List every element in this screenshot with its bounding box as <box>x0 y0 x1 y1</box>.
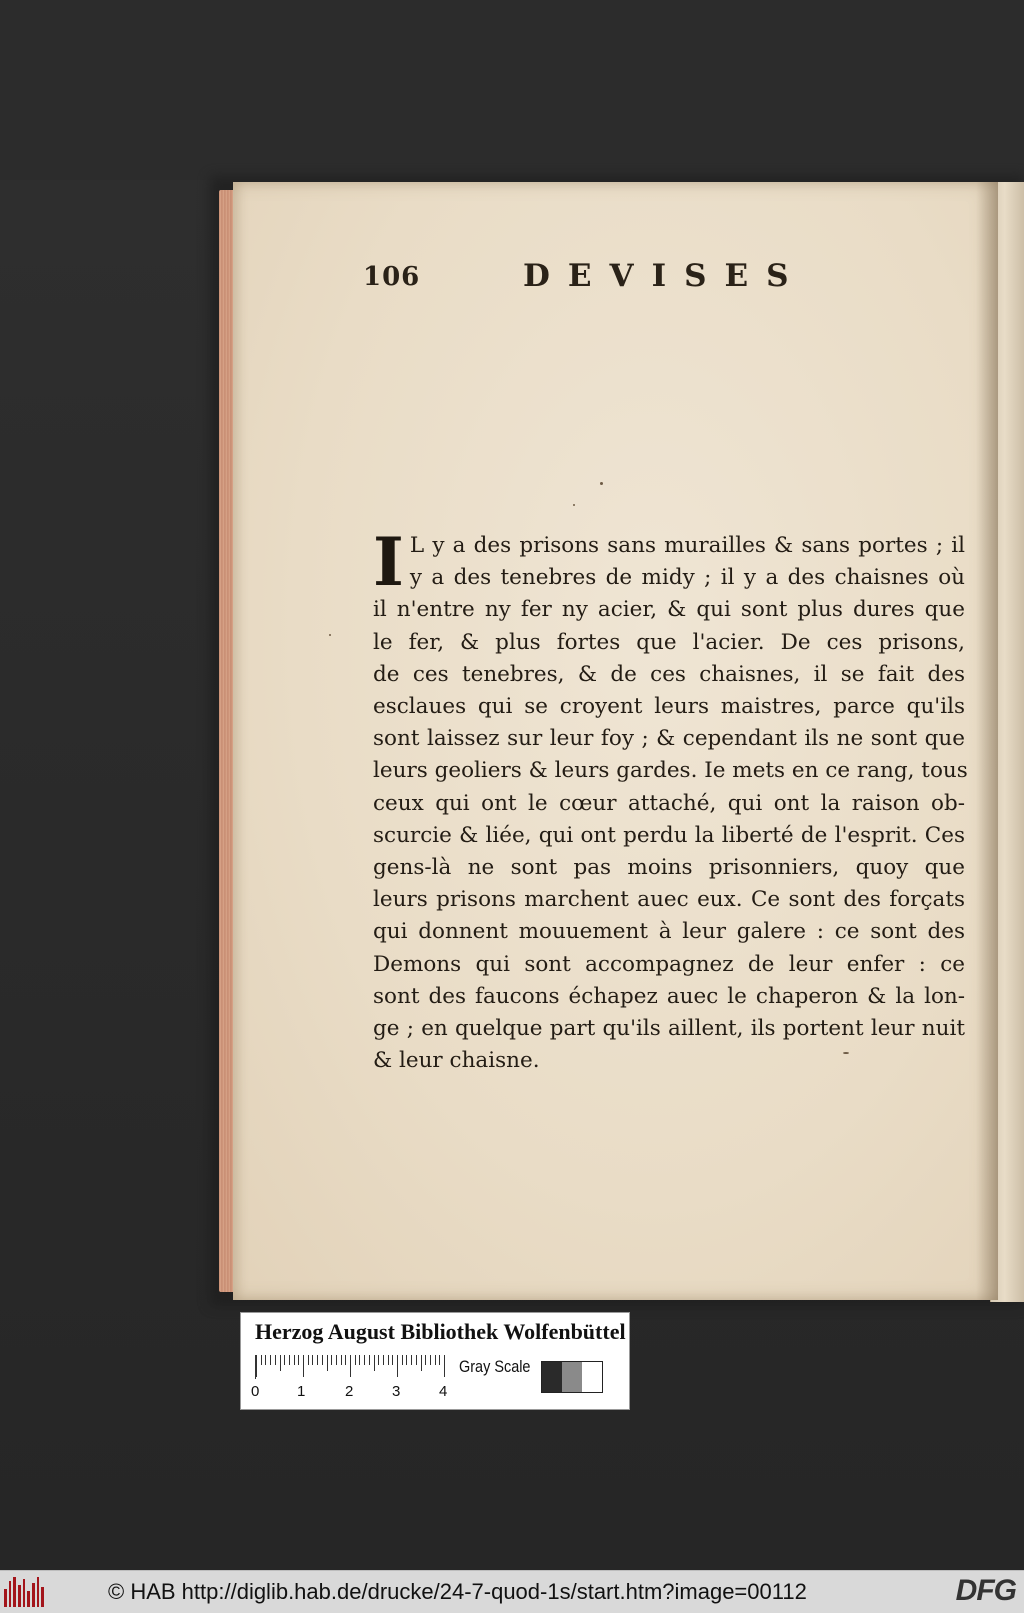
book-page <box>233 182 998 1300</box>
dfg-logo: DFG <box>955 1574 1016 1607</box>
text-line: ceux qui ont le cœur attaché, qui ont la raison ob- <box>373 790 965 816</box>
running-title: DEVISES <box>523 258 807 294</box>
ruler-tick <box>284 1355 285 1365</box>
logo-bar <box>41 1587 44 1607</box>
hab-logo-icon <box>4 1577 44 1607</box>
logo-bar <box>23 1579 26 1607</box>
logo-bar <box>9 1581 12 1607</box>
text-line: gens-là ne sont pas moins prisonniers, quoy que <box>373 855 965 881</box>
ruler-tick <box>331 1355 332 1365</box>
library-name: Herzog August Bibliothek Wolfenbüttel <box>255 1319 626 1344</box>
ruler-tick <box>402 1355 403 1365</box>
text-line: sont laissez sur leur foy ; & cependant ils ne sont que <box>373 726 965 752</box>
body-text <box>373 523 968 1077</box>
ruler-tick <box>397 1355 398 1377</box>
ruler-tick <box>421 1355 422 1371</box>
ruler-tick <box>444 1355 445 1377</box>
ruler-tick <box>359 1355 360 1365</box>
ruler-tick <box>265 1355 266 1365</box>
ruler-tick <box>327 1355 328 1371</box>
footer-bar <box>0 1570 1024 1613</box>
ruler-tick <box>303 1355 304 1377</box>
logo-bar <box>37 1577 40 1607</box>
gray-swatch-dark <box>542 1362 562 1392</box>
ruler-tick <box>308 1355 309 1365</box>
ruler-tick <box>383 1355 384 1365</box>
ruler-tick <box>425 1355 426 1365</box>
ink-speck <box>600 482 603 485</box>
ruler-tick <box>416 1355 417 1365</box>
text-line: L y a des prisons sans murailles & sans portes ; il <box>409 533 965 558</box>
ruler-tick <box>280 1355 281 1371</box>
running-head <box>363 258 923 302</box>
ruler-tick <box>369 1355 370 1365</box>
ink-speck <box>329 634 331 636</box>
ruler-tick <box>294 1355 295 1365</box>
logo-bar <box>4 1589 7 1607</box>
text-line: qui donnent mouuement à leur galere : ce sont des <box>373 919 965 945</box>
text-line: ge ; en quelque part qu'ils aillent, ils portent leur nuit <box>373 1016 965 1042</box>
copyright-url[interactable]: © HAB http://diglib.hab.de/drucke/24-7-quod-1s/start.htm?image=00112 <box>108 1579 807 1604</box>
gray-swatch-light <box>582 1362 602 1392</box>
ruler-tick <box>374 1355 375 1371</box>
text-line: le fer, & plus fortes que l'acier. De ces prisons, <box>373 629 965 655</box>
text-line: scurcie & liée, qui ont perdu la liberté de l'esprit. Ces <box>373 822 965 848</box>
text-line: y a des tenebres de midy ; il y a des chaisnes où <box>409 565 965 591</box>
ruler-tick <box>364 1355 365 1365</box>
text-line: il n'entre ny fer ny acier, & qui sont plus dures que <box>373 597 965 623</box>
gray-scale-label: Gray Scale <box>459 1357 531 1376</box>
text-line: sont des faucons échapez auec le chaperon & la lon- <box>373 983 965 1009</box>
text-line: de ces tenebres, & de ces chaisnes, il se fait des <box>373 661 965 687</box>
ruler-tick <box>430 1355 431 1365</box>
scale-ruler <box>255 1355 446 1379</box>
ruler-tick <box>355 1355 356 1365</box>
ruler-tick <box>350 1355 351 1377</box>
ruler-tick <box>317 1355 318 1365</box>
ruler-tick <box>406 1355 407 1365</box>
ruler-number: 0 <box>251 1383 260 1400</box>
ruler-number: 2 <box>345 1383 354 1400</box>
ruler-tick <box>411 1355 412 1365</box>
ruler-tick <box>388 1355 389 1365</box>
ruler-tick <box>345 1355 346 1365</box>
logo-bar <box>27 1591 30 1607</box>
text-line: esclaues qui se croyent leurs maistres, parce qu'ils <box>373 694 965 720</box>
ruler-tick <box>256 1355 257 1377</box>
backdrop <box>0 0 1024 180</box>
ruler-tick <box>270 1355 271 1365</box>
ruler-number: 3 <box>392 1383 401 1400</box>
page-number: 106 <box>363 262 421 292</box>
text-line: & leur chaisne. <box>373 1048 540 1074</box>
ruler-number: 1 <box>297 1383 306 1400</box>
logo-bar <box>18 1585 21 1607</box>
ruler-tick <box>435 1355 436 1365</box>
logo-bar <box>32 1583 35 1607</box>
drop-cap: I <box>373 523 404 601</box>
gray-scale-swatches <box>541 1361 603 1393</box>
ruler-tick <box>392 1355 393 1365</box>
library-color-card <box>240 1312 630 1410</box>
ruler-tick <box>322 1355 323 1365</box>
ruler-tick <box>378 1355 379 1365</box>
gray-swatch-mid <box>562 1362 582 1392</box>
ruler-tick <box>439 1355 440 1365</box>
ruler-tick <box>289 1355 290 1365</box>
ruler-tick <box>341 1355 342 1365</box>
ruler-tick <box>336 1355 337 1365</box>
text-line: leurs geoliers & leurs gardes. Ie mets en ce rang, tous <box>373 758 968 784</box>
logo-bar <box>13 1577 16 1607</box>
ruler-tick <box>312 1355 313 1365</box>
ruler-number: 4 <box>439 1383 448 1400</box>
text-line: leurs prisons marchent auec eux. Ce sont des forçats <box>373 887 965 913</box>
ruler-tick <box>275 1355 276 1365</box>
ruler-tick <box>298 1355 299 1365</box>
ruler-numbers <box>251 1383 451 1403</box>
ruler-tick <box>261 1355 262 1365</box>
text-line: Demons qui sont accompagnez de leur enfer : ce <box>373 951 965 977</box>
ink-speck <box>573 504 575 506</box>
page-gutter <box>976 182 998 1300</box>
